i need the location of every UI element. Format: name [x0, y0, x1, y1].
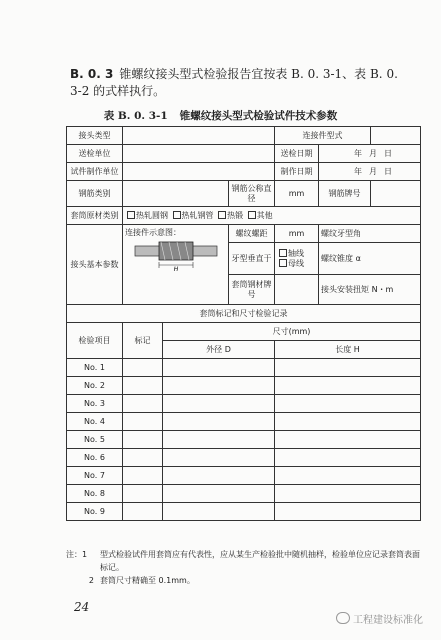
wechat-icon: [336, 612, 350, 624]
item-header: 检验项目: [67, 323, 123, 359]
rebar-grade-value: [371, 181, 421, 207]
specimen-unit-value: [123, 163, 275, 181]
table-row: No. 2: [67, 377, 421, 395]
rebar-diameter-unit: mm: [275, 181, 319, 207]
joint-type-value: [123, 127, 275, 145]
clause-number: B. 0. 3: [70, 67, 114, 81]
clause-heading: [70, 66, 400, 100]
note-label-1: 注：1: [66, 550, 88, 559]
inspection-unit-label: 送检单位: [67, 145, 123, 163]
table-row: No. 6: [67, 449, 421, 467]
record-title: 套筒标记和尺寸检验记录: [67, 305, 421, 323]
table-row: No. 8: [67, 485, 421, 503]
table-notes: [66, 548, 426, 587]
table-row: No. 4: [67, 413, 421, 431]
diagram-label: 连接件示意图：: [125, 228, 181, 237]
table-title: 锥螺纹接头型式检验试件技术参数: [179, 110, 338, 122]
make-date-value: 年 月 日: [319, 163, 421, 181]
table-caption: [0, 108, 441, 123]
note-1: 型式检验试件用套筒应有代表性，应从某生产检验批中随机抽样，检验单位应记录套筒表面标记。: [100, 550, 420, 572]
thread-perp-label: 牙型垂直于: [229, 243, 275, 275]
mark-header: 标记: [123, 323, 163, 359]
length-header: 长度 H: [275, 341, 421, 359]
connector-diagram: [131, 238, 221, 272]
connector-type-label: 连接件型式: [275, 127, 371, 145]
joint-params-label: 接头基本参数: [67, 225, 123, 305]
checkbox-hot-rolled-bar[interactable]: [127, 211, 135, 219]
note-label-2: 2: [88, 576, 94, 585]
make-date-label: 制作日期: [275, 163, 319, 181]
table-row: No. 9: [67, 503, 421, 521]
sleeve-grade-label: 套筒钢材牌号: [229, 275, 275, 305]
diagram-length-mark: H: [173, 266, 178, 272]
size-header: 尺寸(mm): [163, 323, 421, 341]
table-row: No. 5: [67, 431, 421, 449]
table-row: No. 1: [67, 359, 421, 377]
thread-angle-label: 螺纹牙型角: [319, 225, 421, 243]
table-row: No. 3: [67, 395, 421, 413]
rebar-grade-label: 钢筋牌号: [319, 181, 371, 207]
table-row: No. 7: [67, 467, 421, 485]
checkbox-hot-rolled-tube[interactable]: [173, 211, 181, 219]
inspection-date-label: 送检日期: [275, 145, 319, 163]
page-number: 24: [74, 600, 90, 614]
thread-perp-options: 轴线 母线: [275, 243, 319, 275]
connector-type-value: [371, 127, 421, 145]
checkbox-other[interactable]: [248, 211, 256, 219]
inspection-unit-value: [123, 145, 275, 163]
rebar-diameter-label: 钢筋公称直径: [229, 181, 275, 207]
torque-cell: 接头安装扭矩 N・m: [319, 275, 421, 305]
watermark: 工程建设标准化: [336, 611, 423, 626]
checkbox-generatrix[interactable]: [279, 259, 287, 267]
connector-diagram-cell: [123, 225, 229, 305]
checkbox-axis[interactable]: [279, 249, 287, 257]
rebar-type-label: 钢筋类别: [67, 181, 123, 207]
rebar-type-value: [123, 181, 229, 207]
table-number: 表 B. 0. 3-1: [103, 110, 168, 122]
spec-table: [66, 126, 421, 521]
taper-label: 螺纹锥度 α: [319, 243, 421, 275]
thread-pitch-label: 螺纹螺距: [229, 225, 275, 243]
specimen-unit-label: 试件制作单位: [67, 163, 123, 181]
inspection-date-value: 年 月 日: [319, 145, 421, 163]
sleeve-material-label: 套筒原材类别: [67, 207, 123, 225]
sleeve-material-options: 热轧圆钢 热轧钢管 热锻 其他: [123, 207, 421, 225]
thread-pitch-unit: mm: [275, 225, 319, 243]
clause-text: 锥螺纹接头型式检验报告宜按表 B. 0. 3-1、表 B. 0. 3-2 的式样执行。: [70, 67, 398, 98]
outer-dia-header: 外径 D: [163, 341, 275, 359]
note-2: 套筒尺寸精确至 0.1mm。: [100, 576, 195, 585]
sleeve-grade-value: [275, 275, 319, 305]
joint-type-label: 接头类型: [67, 127, 123, 145]
checkbox-hot-forged[interactable]: [218, 211, 226, 219]
